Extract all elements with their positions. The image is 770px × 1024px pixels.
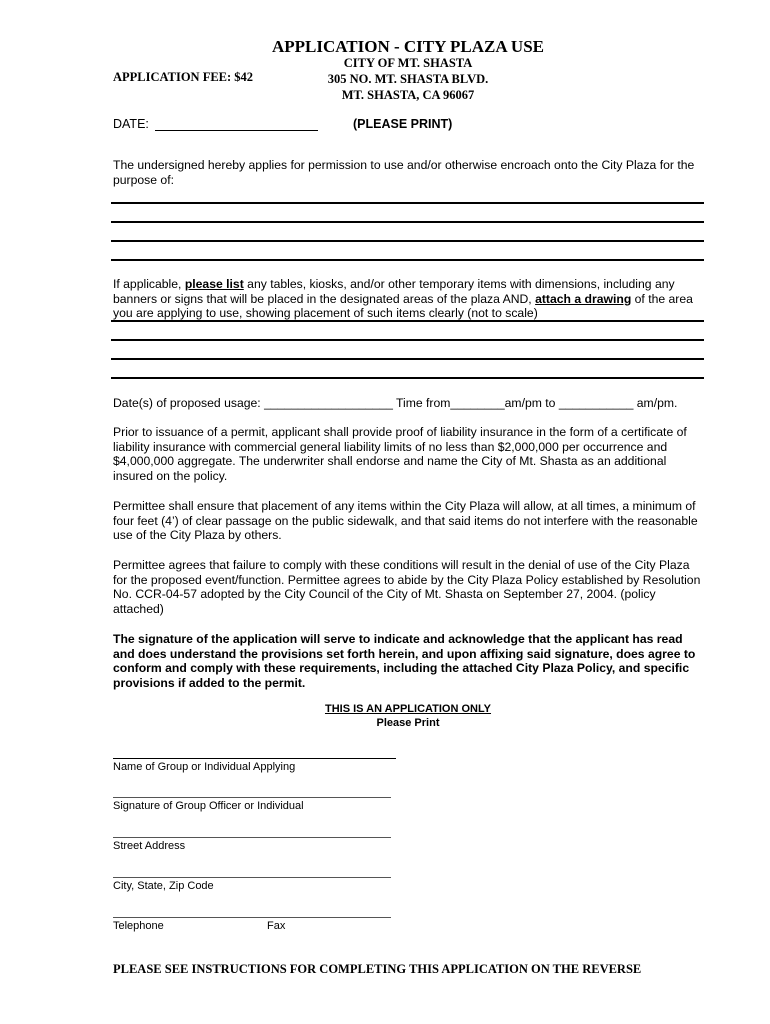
- purpose-line-1[interactable]: [111, 202, 704, 204]
- items-line-3[interactable]: [111, 358, 704, 360]
- address-line-2: 305 NO. MT. SHASTA BLVD.: [327, 72, 489, 86]
- address-line-1: CITY OF MT. SHASTA: [343, 56, 473, 70]
- purpose-line-2[interactable]: [111, 221, 704, 223]
- telephone-fax-field[interactable]: [113, 917, 391, 918]
- purpose-text: The undersigned hereby applies for permission to use and/or otherwise encroach onto the City Plaza for the purpose of:: [113, 158, 695, 187]
- signature-label: Signature of Group Officer or Individual: [113, 800, 304, 812]
- items-text-part1: If applicable,: [113, 277, 185, 291]
- page-title: APPLICATION - CITY PLAZA USE: [271, 37, 545, 56]
- items-line-1[interactable]: [111, 320, 704, 322]
- please-print-label: (PLEASE PRINT): [353, 117, 453, 131]
- please-list-emphasis: please list: [184, 277, 244, 291]
- insurance-text: Prior to issuance of a permit, applicant shall provide proof of liability insurance in the form of a certificate of liability insurance with commercial general liability limits of no less than $2,000,000 per occurrence and $4,000,000 aggregate. The underwriter shall endorse and name the City of Mt. Shasta as an additional insured on the policy.: [113, 425, 687, 483]
- compliance-text: Permittee agrees that failure to comply with these conditions will result in the denial of use of the City Plaza for the proposed event/function. Permittee agrees to abide by the City Plaza Policy established by Resolution No. CCR-04-57 adopted by the City Council of the City of Mt. Shasta on September 27, 2004. (policy attached): [113, 558, 701, 616]
- date-label: DATE:: [113, 117, 149, 131]
- date-field[interactable]: [155, 130, 318, 131]
- items-text-part3: of the area you are applying to use, showing placement of such items clearly (not to scale): [113, 291, 693, 321]
- name-field[interactable]: [113, 758, 396, 759]
- footer-instructions: PLEASE SEE INSTRUCTIONS FOR COMPLETING THIS APPLICATION ON THE REVERSE: [113, 962, 642, 976]
- usage-text: Date(s) of proposed usage: ___________________ Time from________am/pm to ___________ am/pm.: [113, 396, 678, 410]
- fax-label: Fax: [267, 920, 286, 932]
- items-text: [113, 277, 703, 321]
- telephone-label: Telephone: [113, 920, 164, 932]
- city-state-zip-field[interactable]: [113, 877, 391, 878]
- attach-drawing-emphasis: attach a drawing: [535, 291, 632, 306]
- application-only-label: THIS IS AN APPLICATION ONLY: [324, 703, 492, 715]
- street-address-field[interactable]: [113, 837, 391, 838]
- items-line-2[interactable]: [111, 339, 704, 341]
- purpose-line-3[interactable]: [111, 240, 704, 242]
- city-state-zip-label: City, State, Zip Code: [113, 880, 214, 892]
- items-line-4[interactable]: [111, 377, 704, 379]
- purpose-line-4[interactable]: [111, 259, 704, 261]
- signature-field[interactable]: [113, 797, 391, 798]
- please-print-label-2: Please Print: [376, 717, 440, 729]
- application-fee: APPLICATION FEE: $42: [113, 70, 254, 84]
- address-line-3: MT. SHASTA, CA 96067: [341, 88, 475, 102]
- placement-text: Permittee shall ensure that placement of any items within the City Plaza will allow, at all times, a minimum of four feet (4’) of clear passage on the public sidewalk, and that said items do not interfere with the reasonable use of the City Plaza by others.: [113, 499, 698, 543]
- name-label: Name of Group or Individual Applying: [113, 761, 296, 773]
- items-text-part2: any tables, kiosks, and/or other temporary items with dimensions, including any banners or signs that will be placed in the designated areas of the plaza AND,: [113, 277, 675, 306]
- street-address-label: Street Address: [113, 840, 186, 852]
- signature-acknowledgement: The signature of the application will serve to indicate and acknowledge that the applicant has read and does understand the provisions set forth herein, and upon affixing said signature, does agree to conform and comply with these requirements, including the attached City Plaza Policy, and specific provisions if added to the permit.: [113, 632, 696, 690]
